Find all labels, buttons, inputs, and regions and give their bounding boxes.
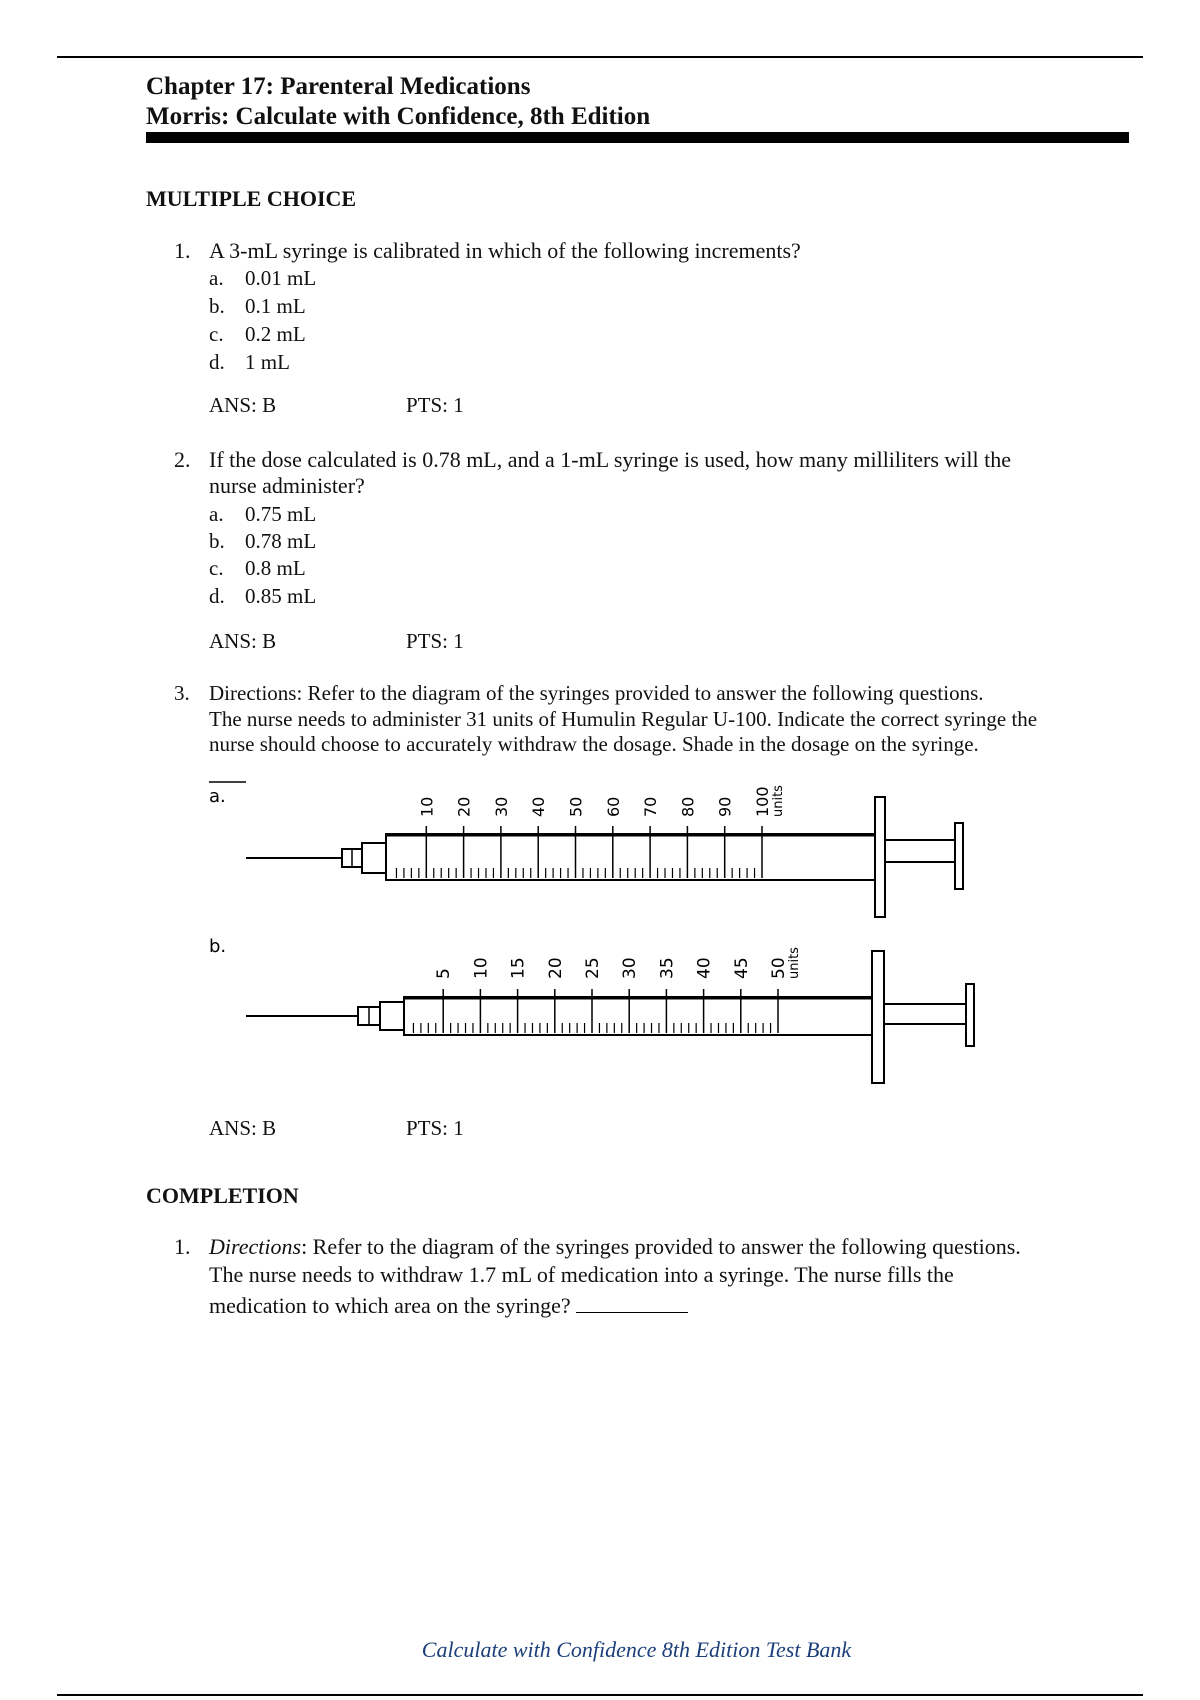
question-number: 1. bbox=[174, 238, 191, 263]
option-letter: d. bbox=[209, 350, 225, 374]
option-text: 0.1 mL bbox=[245, 294, 306, 318]
question-text-line-2: The nurse needs to administer 31 units of Humulin Regular U-100. Indicate the correct syringe the bbox=[209, 707, 1038, 731]
scale-label: 30 bbox=[491, 796, 511, 817]
points-label: PTS: 1 bbox=[406, 629, 464, 653]
scale-labels-b bbox=[434, 947, 802, 979]
book-title: Morris: Calculate with Confidence, 8th Edition bbox=[146, 103, 651, 130]
unit-label: units bbox=[771, 785, 786, 817]
option-text: 1 mL bbox=[245, 350, 290, 374]
question-text-line-1 bbox=[209, 1234, 1021, 1260]
barrel-tip bbox=[380, 1002, 404, 1030]
scale-label: 15 bbox=[508, 957, 529, 979]
option-letter: c. bbox=[209, 322, 224, 346]
section-multiple-choice: MULTIPLE CHOICE bbox=[146, 186, 357, 211]
question-number: 2. bbox=[174, 447, 191, 472]
scale-label: 40 bbox=[694, 957, 715, 979]
scale-labels-a bbox=[417, 785, 786, 817]
directions-text: : Refer to the diagram of the syringes provided to answer the following questions. bbox=[301, 1234, 1021, 1259]
barrel bbox=[386, 834, 876, 880]
scale-label: 20 bbox=[454, 796, 474, 817]
option-letter: b. bbox=[209, 294, 225, 318]
option-letter: d. bbox=[209, 584, 225, 608]
plunger-thumb bbox=[966, 984, 974, 1046]
scale-label: 10 bbox=[417, 796, 437, 817]
scale-label: 45 bbox=[731, 957, 752, 979]
scale-label: 20 bbox=[545, 957, 566, 979]
page-header bbox=[146, 72, 1129, 132]
scale-label: 40 bbox=[529, 796, 549, 817]
question-text: medication to which area on the syringe? bbox=[209, 1293, 571, 1318]
option-text: 0.75 mL bbox=[245, 502, 317, 526]
header-bar bbox=[146, 132, 1129, 143]
question-number: 1. bbox=[174, 1234, 191, 1259]
option-letter: a. bbox=[209, 502, 224, 526]
barrel bbox=[404, 997, 872, 1035]
option-text: 0.01 mL bbox=[245, 266, 317, 290]
scale-label: 100 bbox=[753, 786, 772, 817]
scale-label: 50 bbox=[769, 957, 789, 979]
option-b bbox=[209, 294, 509, 320]
option-d bbox=[209, 350, 509, 376]
option-text: 0.78 mL bbox=[245, 529, 317, 553]
question-text-line-1: Directions: Refer to the diagram of the syringes provided to answer the following questions. bbox=[209, 681, 984, 705]
barrel-tip bbox=[362, 843, 386, 873]
scale-label: 35 bbox=[657, 957, 678, 979]
scale-label: 70 bbox=[641, 796, 661, 817]
points-label: PTS: 1 bbox=[406, 1116, 464, 1140]
option-text: 0.8 mL bbox=[245, 556, 306, 580]
scale-label: 25 bbox=[583, 957, 603, 979]
option-letter: a. bbox=[209, 266, 224, 290]
question-text-line-2: The nurse needs to withdraw 1.7 mL of medication into a syringe. The nurse fills the bbox=[209, 1262, 954, 1287]
bottom-rule bbox=[57, 1694, 1143, 1696]
scale-label: 60 bbox=[603, 796, 623, 817]
unit-label: units bbox=[787, 947, 802, 979]
scale-label: 50 bbox=[566, 796, 586, 817]
chapter-title: Chapter 17: Parenteral Medications bbox=[146, 73, 531, 100]
question-text-line-3: nurse should choose to accurately withdraw the dosage. Shade in the dosage on the syringe. bbox=[209, 732, 979, 756]
points-label: PTS: 1 bbox=[406, 393, 464, 417]
answer-label: ANS: B bbox=[209, 629, 277, 653]
section-completion: COMPLETION bbox=[146, 1183, 299, 1208]
option-text: 0.85 mL bbox=[245, 584, 317, 608]
scale-label: 30 bbox=[620, 957, 641, 979]
answer-label: ANS: B bbox=[209, 393, 277, 417]
option-d bbox=[209, 584, 509, 610]
scale-label: 10 bbox=[471, 957, 492, 979]
question-text: A 3-mL syringe is calibrated in which of the following increments? bbox=[209, 238, 801, 263]
syringe-diagrams bbox=[0, 760, 1200, 1100]
syringe-a bbox=[209, 782, 963, 917]
footer-text: Calculate with Confidence 8th Edition Test Bank bbox=[421, 1637, 852, 1662]
scale-label: 5 bbox=[434, 968, 455, 979]
directions-label: Directions bbox=[209, 1234, 302, 1259]
option-letter: c. bbox=[209, 556, 224, 580]
question-text-line-1: If the dose calculated is 0.78 mL, and a 1-mL syringe is used, how many milliliters will the bbox=[209, 447, 1012, 472]
option-a bbox=[209, 266, 509, 292]
option-b bbox=[209, 529, 509, 555]
plunger-thumb bbox=[955, 823, 963, 889]
option-c bbox=[209, 322, 509, 348]
plunger-rod bbox=[885, 840, 955, 862]
syringe-a-label: a. bbox=[209, 786, 226, 807]
scale-label: 90 bbox=[715, 796, 735, 817]
syringe-b bbox=[209, 936, 974, 1083]
plunger-rod bbox=[884, 1004, 966, 1024]
answer-blank[interactable] bbox=[576, 1290, 688, 1313]
question-text-line-3 bbox=[209, 1290, 688, 1319]
flange bbox=[875, 797, 885, 917]
scale-label: 80 bbox=[678, 796, 698, 817]
syringe-b-label: b. bbox=[209, 936, 227, 957]
answer-label: ANS: B bbox=[209, 1116, 277, 1140]
question-number: 3. bbox=[174, 681, 190, 705]
option-c bbox=[209, 556, 509, 582]
top-rule bbox=[57, 56, 1143, 58]
flange bbox=[872, 951, 884, 1083]
option-letter: b. bbox=[209, 529, 225, 553]
option-text: 0.2 mL bbox=[245, 322, 306, 346]
option-a bbox=[209, 502, 509, 528]
question-text-line-2: nurse administer? bbox=[209, 473, 365, 498]
